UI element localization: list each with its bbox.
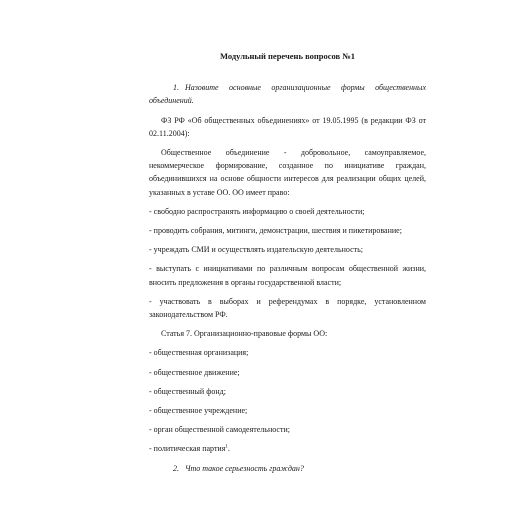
- document-page: [149, 50, 426, 481]
- right-item-4: - выступать с инициативами по различным вопросам общественной жизни, вносить предложения в органы государственной власти;: [149, 264, 426, 287]
- form-item-6: - политическая партия$^1$.: [149, 444, 230, 454]
- question-1: [149, 81, 426, 107]
- definition-paragraph: Общественное объединение - добровольное, самоуправляемое, некоммерческое формирование, созданное по инициативе граждан, объединившихся на основе общности интересов для реализации общих целей, указанных в уставе ОО. ОО имеет право:: [149, 148, 426, 197]
- form-item-3: - общественный фонд;: [149, 386, 226, 396]
- document-title: Модульный перечень вопросов №1: [219, 51, 356, 61]
- article-heading: Статья 7. Организационно-правовые формы ОО:: [161, 329, 328, 339]
- question-1-text: Назовите основные организационные формы общественных объединений.: [149, 83, 426, 106]
- right-item-5: - участвовать в выборах и референдумах в порядке, установленном законодательством РФ.: [149, 296, 426, 320]
- form-item-4: - общественное учреждение;: [149, 406, 248, 416]
- form-item-5: - орган общественной самодеятельности;: [149, 425, 290, 435]
- question-2-text: Что такое серьезность граждан?: [185, 463, 304, 473]
- question-1-number: 1.: [173, 83, 179, 93]
- form-item-6-text: - политическая партия: [149, 444, 226, 454]
- form-item-2: - общественное движение;: [149, 367, 240, 377]
- footnote-mark: 1: [225, 444, 228, 450]
- question-2: [149, 462, 426, 475]
- form-item-1: - общественная организация;: [149, 348, 249, 358]
- right-item-3: - учреждать СМИ и осуществлять издательскую деятельность;: [149, 245, 364, 255]
- right-item-2: - проводить собрания, митинги, демонстрации, шествия и пикетирование;: [149, 226, 402, 236]
- question-2-number: 2.: [173, 463, 179, 473]
- right-item-1: - свободно распространять информацию о своей деятельности;: [149, 206, 365, 216]
- law-reference: ФЗ РФ «Об общественных объединениях» от 19.05.1995 (в редакции ФЗ от 02.11.2004):: [149, 115, 426, 138]
